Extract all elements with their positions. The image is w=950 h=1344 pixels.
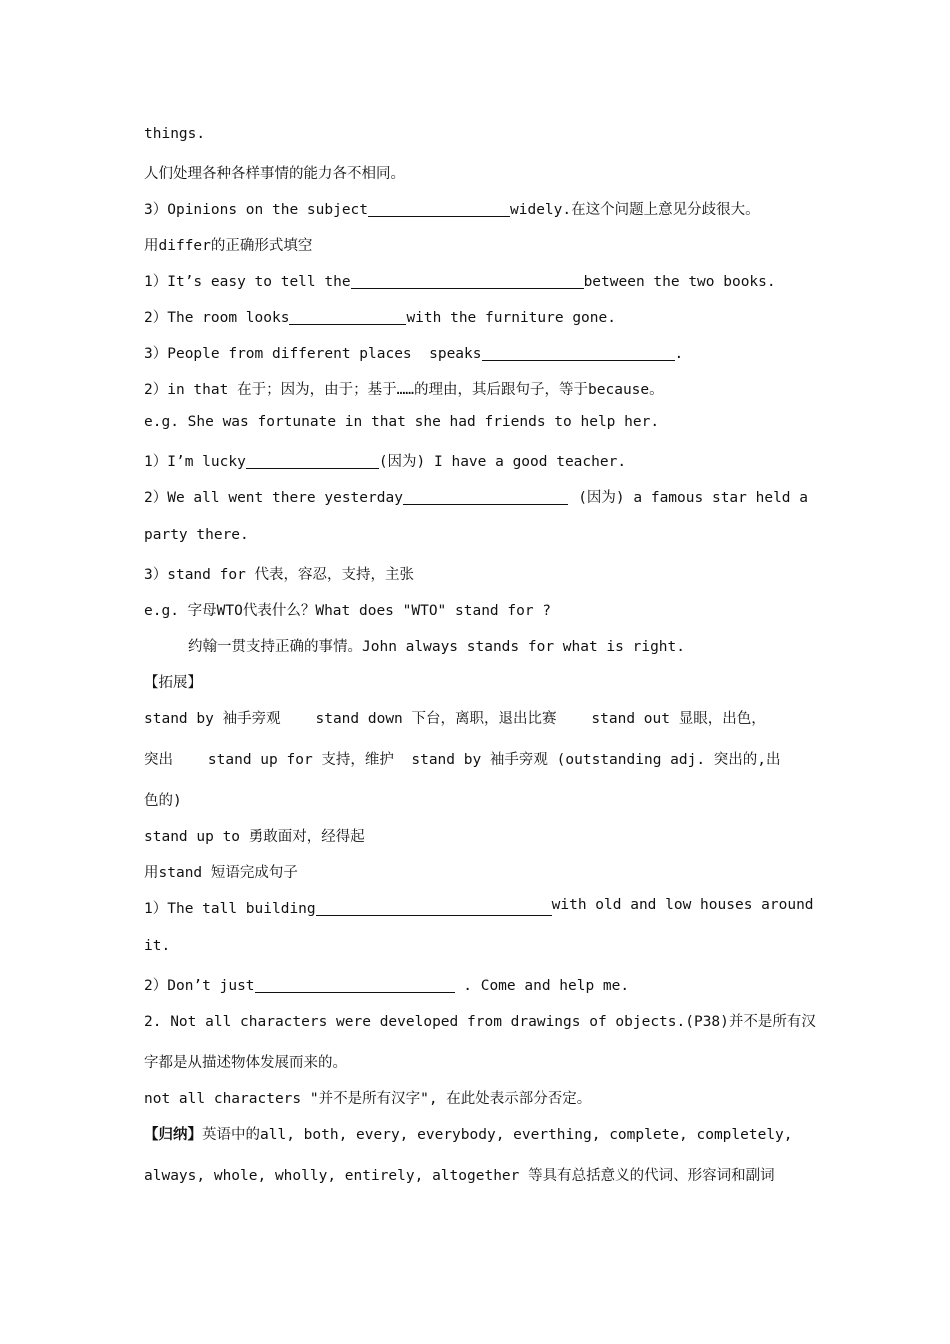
exercise-line: 2）Don’t just . Come and help me. <box>144 978 630 994</box>
text-line: 人们处理各种各样事情的能力各不相同。 <box>144 166 405 182</box>
exercise-line: 1）I’m lucky (因为) I have a good teacher. <box>144 454 627 470</box>
text-line: not all characters "并不是所有汉字", 在此处表示部分否定。 <box>144 1091 592 1107</box>
example-line: e.g. She was fortunate in that she had friends to help her. <box>144 414 660 430</box>
example-line: e.g. 字母WTO代表什么？What does "WTO" stand for ? <box>144 603 552 619</box>
exercise-line: 1）It’s easy to tell the between the two books. <box>144 274 776 290</box>
section-heading: 用differ的正确形式填空 <box>144 238 313 254</box>
example-line: 约翰一贯支持正确的事情。John always stands for what is right. <box>188 639 685 655</box>
exercise-line: 3）Opinions on the subject widely.在这个问题上意见分歧很大。 <box>144 202 760 218</box>
exercise-line: 2）The room looks with the furniture gone. <box>144 310 616 326</box>
answer-blank[interactable] <box>403 489 568 505</box>
answer-blank[interactable] <box>351 273 584 289</box>
section-heading: 用stand 短语完成句子 <box>144 865 298 881</box>
text-line: 2. Not all characters were developed from drawings of objects.(P38)并不是所有汉 <box>144 1014 816 1030</box>
answer-blank[interactable] <box>246 453 379 469</box>
answer-blank[interactable] <box>368 201 510 217</box>
text-line: 色的) <box>144 793 182 809</box>
text-line: 突出 stand up for 支持，维护 stand by 袖手旁观 (outstanding adj. 突出的,出 <box>144 752 781 768</box>
answer-blank[interactable] <box>316 900 552 916</box>
text-line: stand up to 勇敢面对，经得起 <box>144 829 365 845</box>
answer-blank[interactable] <box>289 309 406 325</box>
text-line: 字都是从描述物体发展而来的。 <box>144 1055 347 1071</box>
text-line: party there. <box>144 527 249 543</box>
answer-blank[interactable] <box>255 977 455 993</box>
exercise-line: 1）The tall building with old and low houses around <box>144 897 814 917</box>
text-line: it. <box>144 938 171 954</box>
text-line: things. <box>144 126 206 142</box>
exercise-line: 2）We all went there yesterday (因为) a famous star held a <box>144 490 808 506</box>
answer-blank[interactable] <box>482 345 675 361</box>
text-line: stand by 袖手旁观 stand down 下台，离职，退出比赛 stand out 显眼，出色， <box>144 711 766 727</box>
text-line: 2）in that 在于；因为，由于；基于……的理由，其后跟句子，等于because。 <box>144 382 664 398</box>
text-line: 【归纳】英语中的all, both, every, everybody, everthing, complete, completely, <box>144 1127 793 1143</box>
text-line: always, whole, wholly, entirely, altogether 等具有总括意义的代词、形容词和副词 <box>144 1168 775 1184</box>
exercise-line: 3）People from different places speaks . <box>144 346 684 362</box>
section-heading: 【拓展】 <box>144 675 202 691</box>
text-line: 3）stand for 代表，容忍，支持，主张 <box>144 567 415 583</box>
summary-label: 【归纳】 <box>144 1127 202 1143</box>
